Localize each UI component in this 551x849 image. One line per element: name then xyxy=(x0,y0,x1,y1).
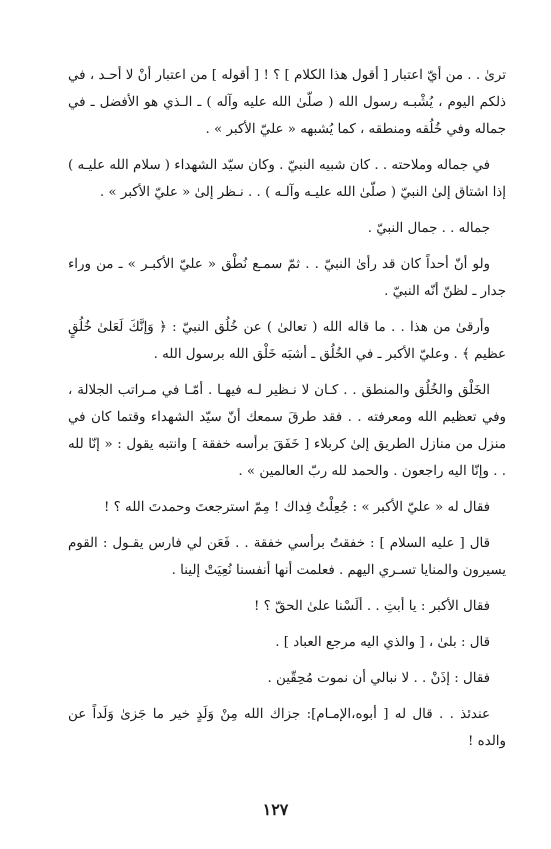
paragraph-6: الخَلْق والخُلُق والمنطق . . كـان لا نـظير لـه فيهـا . أمّـا في مـراتب الجلالة ، وفي تعظيم الله ومعرفته . . فقد طرقَ سمعك أنّ سيّد الشهداء وقتما كان في منزل من منازل الطريق إلىٰ كربلاء [ خَفَقَ برأسه خفقة ] وانتبه يقول : « إنّا لله . . وإنّا اليه راجعون . والحمد لله ربّ العالمين » . xyxy=(68,383,506,479)
page-number: ١٢٧ xyxy=(262,800,289,819)
paragraph-3: جماله . . جمال النبيّ . xyxy=(367,221,490,236)
paragraph-8: قال [ عليه السلام ] : خفقتُ برأسي خفقة . . فَعَن لي فارس يقـول : القوم يسيرون والمنايا تسـري اليهم . فعلمت أنها أنفسنا نُعِيَتْ إلينا . xyxy=(68,536,506,578)
paragraph-7: فقال له « عليّ الأكبر » : جُعِلْتُ فِداك ! مِمّ استرجعتَ وحمدتَ الله ؟ ! xyxy=(104,500,490,515)
paragraph-10: قال : بلىٰ ، [ والذي اليه مرجع العباد ] . xyxy=(275,635,490,650)
paragraph-4: ولو أنّ أحداً كان قد رأىٰ النبيّ . . ثمّ سمـع نُطْق « عليّ الأكبـر » ـ من وراء جدار ـ لظنّ أنّه النبيّ . xyxy=(68,257,506,299)
paragraph-1: ترىٰ . . من أيّ اعتبار [ أقول هذا الكلام ] ؟ ! [ أقوله ] من اعتبار أنْ لا أحـد ، في ذلكم اليوم ، يُشْبـه رسول الله ( صلّىٰ الله عليه وآله ) ـ الـذي هو الأفضل ـ في جماله وفي خُلُقه ومنطقه ، كما يُشبهه « عليّ الأكبر » . xyxy=(68,68,506,137)
paragraph-2: في جماله وملاحته . . كان شبيه النبيّ . وكان سيّد الشهداء ( سلام الله عليـه ) إذا اشتاق إلىٰ النبيّ ( صلّىٰ الله عليـه وآلـه ) . . نـظر إلىٰ « عليّ الأكبر » . xyxy=(68,158,506,200)
paragraph-5: وأرقىٰ من هذا . . ما قاله الله ( تعالىٰ ) عن خُلُق النبيّ : ﴿ وَإنَّكَ لَعَلىٰ خُلُقٍ عظيم ﴾ . وعليّ الأكبر ـ في الخُلُق ـ أشبَه خَلْق الله برسول الله . xyxy=(68,320,506,362)
page-body xyxy=(68,62,506,764)
paragraph-9: فقال الأكبر : يا أبتِ . . ألَسْنا علىٰ الحقّ ؟ ! xyxy=(254,599,490,614)
paragraph-12: عندئذ . . قال له [ أبوه،الإمـام]: جزاك الله مِنْ وَلَدٍ خير ما جَزىٰ وَلَداً عن والده ! xyxy=(68,707,506,749)
paragraph-11: فقال : إذَنْ . . لا نبالي أن نموت مُحِقّين . xyxy=(267,671,490,686)
